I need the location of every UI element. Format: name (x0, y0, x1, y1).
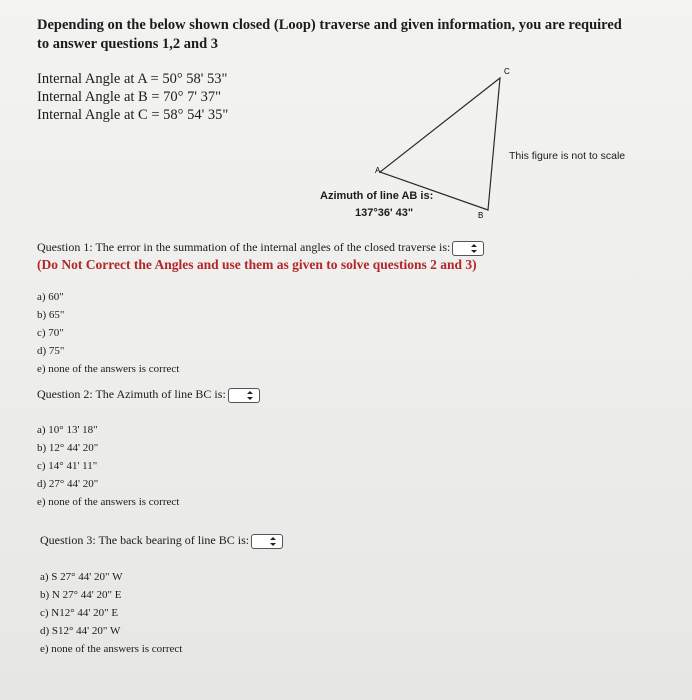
q2-option-c: c) 14° 41' 11" (37, 460, 98, 472)
q3-option-d: d) S12° 44' 20" W (40, 625, 121, 637)
angle-b: Internal Angle at B = 70° 7' 37" (37, 89, 221, 105)
question-2 (37, 387, 260, 403)
question-3-select[interactable] (251, 534, 283, 549)
q1-option-a: a) 60" (37, 291, 64, 303)
q3-option-b: b) N 27° 44' 20" E (40, 589, 122, 601)
q2-option-e: e) none of the answers is correct (37, 496, 180, 508)
scale-note: This figure is not to scale (509, 150, 626, 162)
stepper-arrows-icon (270, 536, 276, 547)
question-1-text: Question 1: The error in the summation of the internal angles of the closed traverse is: (37, 240, 451, 254)
problem-heading: Depending on the below shown closed (Loop) traverse and given information, you are required to answer questions 1,2 and 3 (37, 17, 622, 52)
azimuth-ab-label: Azimuth of line AB is: (320, 190, 434, 202)
stepper-arrows-icon (247, 390, 253, 401)
q2-option-b: b) 12° 44' 20" (37, 442, 99, 454)
question-1-instruction: (Do Not Correct the Angles and use them as given to solve questions 2 and 3) (37, 257, 477, 272)
question-1 (37, 240, 484, 256)
q2-option-d: d) 27° 44' 20" (37, 478, 99, 490)
question-2-select[interactable] (228, 388, 260, 403)
azimuth-ab-value: 137°36' 43" (355, 207, 414, 219)
vertex-a-label: A (375, 166, 381, 175)
question-3-options (40, 568, 182, 658)
q3-option-e: e) none of the answers is correct (40, 643, 183, 655)
stepper-arrows-icon (471, 243, 477, 254)
question-1-options (37, 288, 179, 378)
vertex-b-label: B (478, 211, 484, 220)
internal-angles (37, 70, 228, 124)
angle-a: Internal Angle at A = 50° 58' 53" (37, 71, 228, 87)
q3-option-a: a) S 27° 44' 20" W (40, 571, 123, 583)
q3-option-c: c) N12° 44' 20" E (40, 607, 119, 619)
vertex-c-label: C (504, 67, 510, 76)
q1-option-d: d) 75" (37, 345, 65, 357)
q1-option-c: c) 70" (37, 327, 64, 339)
angle-c: Internal Angle at C = 58° 54' 35" (37, 107, 229, 123)
q1-option-e: e) none of the answers is correct (37, 363, 180, 375)
question-1-select[interactable] (452, 241, 484, 256)
question-3-text: Question 3: The back bearing of line BC is: (40, 533, 250, 547)
q1-option-b: b) 65" (37, 309, 65, 321)
q2-option-a: a) 10° 13' 18" (37, 424, 98, 436)
question-3 (40, 533, 283, 549)
question-2-text: Question 2: The Azimuth of line BC is: (37, 387, 226, 401)
question-2-options (37, 421, 179, 511)
